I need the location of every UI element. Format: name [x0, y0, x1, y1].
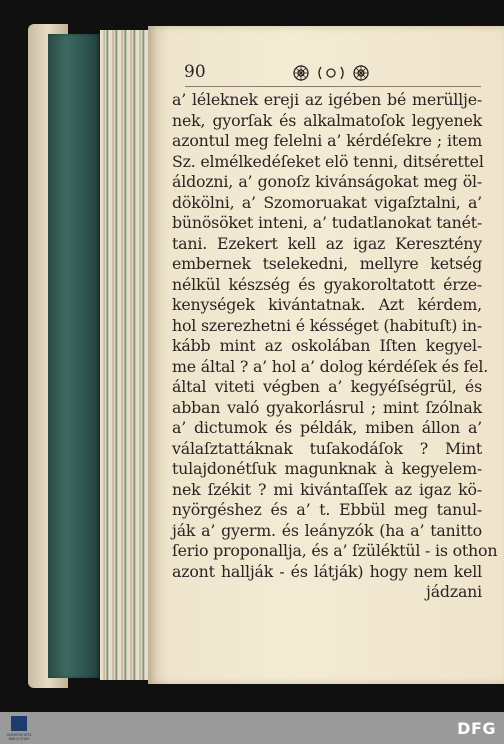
- text-line: nyörgéshez és a’ t. Ebbül meg tanul-: [172, 500, 482, 519]
- catchword: jádzani: [426, 582, 482, 601]
- viewer-footer: [0, 712, 504, 744]
- text-line: Sz. elmélkedéſeket elö tenni, ditsérettel: [172, 151, 484, 171]
- text-line: dökölni, a’ Szomoruakat vigaſztalni, a’: [172, 192, 482, 212]
- page-stack: [100, 30, 150, 680]
- text-line: által viteti végben a’ kegyéſségrül, és: [172, 377, 482, 396]
- text-line: kább mint az oskolában Iſten kegyel-: [172, 336, 482, 355]
- text-line: ſerio proponallja, és a’ ſzüléktül - is othon: [172, 541, 498, 560]
- text-line: kenységek kivántatnak. Azt kérdem,: [172, 295, 482, 314]
- library-logo-icon: [11, 716, 27, 731]
- text-line: abban való gyakorlásrul ; mint ſzólnak: [172, 397, 482, 417]
- header-rule: [185, 86, 481, 87]
- page-header: [184, 60, 384, 86]
- text-line: me által ? a’ hol a’ dolog kérdéſek és fel.: [172, 356, 489, 376]
- page-number: 90: [184, 62, 206, 82]
- text-line: áldozni, a’ gonoſz kivánságokat meg öl-: [172, 172, 482, 191]
- text-line: bünösöket inteni, a’ tudatlanokat tanét-: [172, 213, 482, 232]
- text-line: a’ dictumok és példák, miben állon a’: [172, 418, 482, 437]
- page-text: [172, 90, 498, 603]
- text-line: tani. Ezekert kell az igaz Keresztény: [172, 233, 482, 253]
- text-line: azontul meg felelni a’ kérdéſekre ; item: [172, 131, 482, 150]
- text-line: embernek tselekedni, mellyre ketség: [172, 254, 482, 273]
- library-logo-text: UNIVERSITÄTS BIBLIOTHEK: [6, 733, 32, 741]
- book-cover-strip: [48, 34, 100, 678]
- text-line: tulajdonétſuk magunknak à kegyelem-: [172, 459, 482, 478]
- library-logo[interactable]: [4, 716, 34, 742]
- text-line: ják a’ gyerm. és leányzók (ha a’ tanitto: [172, 520, 482, 540]
- text-line: nek ſzékit ? mi kivántaſſek az igaz kö-: [172, 479, 482, 499]
- ornament-icon: [291, 63, 371, 83]
- text-line: válaſztattáknak tuſakodáſok ? Mint: [172, 438, 482, 458]
- text-line: nélkül készség és gyakoroltatott érze-: [172, 274, 482, 294]
- text-line: hol szerezhetni é késséget (habituſt) in-: [172, 315, 482, 335]
- text-line: nek, gyorſak és alkalmatoſok legyenek: [172, 110, 482, 130]
- dfg-logo[interactable]: DFG: [457, 719, 496, 738]
- text-line: azont hallják - és látják) hogy nem kell: [172, 561, 482, 581]
- text-line: a’ léleknek ereji az igében bé merüllje-: [172, 90, 482, 109]
